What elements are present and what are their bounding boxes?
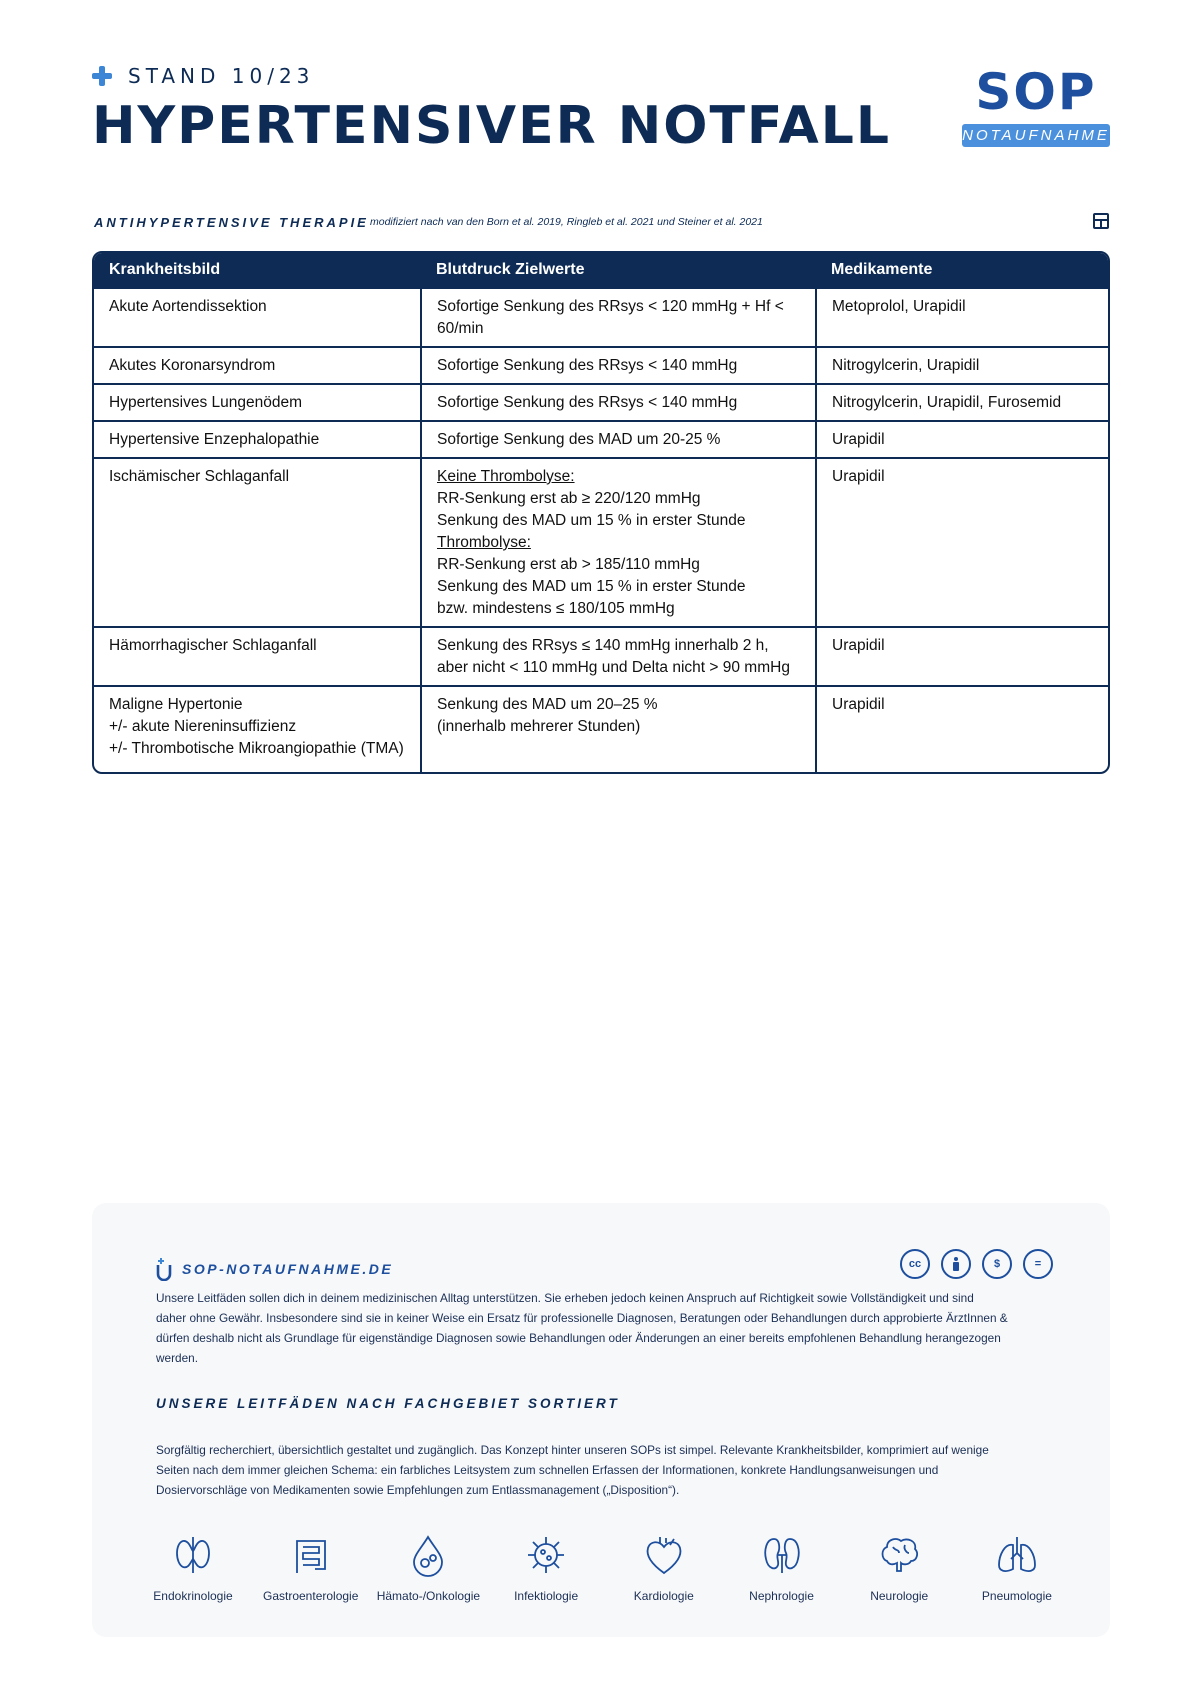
intestine-icon	[289, 1533, 333, 1577]
category-endokrinologie[interactable]	[140, 1533, 246, 1603]
table-row	[94, 627, 1108, 686]
target-cell	[421, 458, 816, 627]
category-label: Pneumologie	[981, 1589, 1052, 1603]
intro-text	[156, 1440, 1056, 1500]
therapy-table	[92, 251, 1110, 774]
target-cell	[421, 686, 816, 772]
target-cell: Sofortige Senkung des RRsys < 140 mmHg	[421, 384, 816, 421]
table-row	[94, 384, 1108, 421]
section-label: ANTIHYPERTENSIVE THERAPIE	[94, 215, 369, 230]
category-label: Kardiologie	[633, 1589, 694, 1603]
target-line: aber nicht < 110 mmHg und Delta nicht > 90 mmHg	[437, 659, 790, 676]
table-row	[94, 686, 1108, 772]
disclaimer-line: Unsere Leitfäden sollen dich in deinem medizinischen Alltag unterstützen. Sie erheben jedoch keinen Anspruch auf Richtigkeit sowie Vollständigkeit und sind	[156, 1291, 974, 1305]
meds-cell: Urapidil	[816, 458, 1108, 627]
disease-cell: Akute Aortendissektion	[94, 288, 421, 347]
blood-drop-icon	[406, 1533, 450, 1577]
table-row	[94, 347, 1108, 384]
meds-cell: Urapidil	[816, 421, 1108, 458]
brain-icon	[877, 1533, 921, 1577]
col-header-target: Blutdruck Zielwerte	[421, 253, 816, 288]
category-list	[140, 1533, 1070, 1603]
target-cell: Sofortige Senkung des RRsys < 120 mmHg + Hf < 60/min	[421, 288, 816, 347]
target-line: Senkung des MAD um 15 % in erster Stunde	[437, 512, 746, 529]
category-label: Nephrologie	[749, 1589, 814, 1603]
table-header-row	[94, 253, 1108, 288]
disclaimer	[156, 1288, 1056, 1368]
logo-tag: NOTAUFNAHME	[962, 124, 1110, 147]
footer-panel	[92, 1203, 1110, 1637]
category-label: Hämato-/Onkologie	[376, 1589, 481, 1603]
table-row	[94, 458, 1108, 627]
disease-cell: Hämorrhagischer Schlaganfall	[94, 627, 421, 686]
disease-line: +/- Thrombotische Mikroangiopathie (TMA)	[109, 740, 404, 757]
categories-heading: UNSERE LEITFÄDEN NACH FACHGEBIET SORTIERT	[156, 1396, 620, 1411]
target-line: (innerhalb mehrerer Stunden)	[437, 718, 641, 735]
page-title: HYPERTENSIVER NOTFALL	[92, 96, 891, 156]
stand-date: STAND 10/23	[128, 64, 315, 88]
footer-site[interactable]	[156, 1257, 393, 1281]
section-note: modifiziert nach van den Born et al. 2019, Ringleb et al. 2021 und Steiner et al. 2021	[370, 216, 763, 228]
intro-line: Seiten nach dem immer gleichen Schema: ein farbliches Leitsystem zum schnellen Erfassen der Informationen, konkrete Handlungsanweisungen und	[156, 1463, 939, 1477]
col-header-meds: Medikamente	[816, 253, 1108, 288]
category-gastroenterologie[interactable]	[258, 1533, 364, 1603]
category-neurologie[interactable]	[846, 1533, 952, 1603]
disease-cell: Hypertensives Lungenödem	[94, 384, 421, 421]
disclaimer-line: werden.	[156, 1351, 198, 1365]
thrombolysis-heading: Thrombolyse:	[437, 534, 531, 551]
disease-cell	[94, 686, 421, 772]
nc-icon: $	[982, 1249, 1012, 1279]
sop-logo	[962, 63, 1110, 147]
disease-line: +/- akute Niereninsuffizienz	[109, 718, 297, 735]
no-thrombolysis-heading: Keine Thrombolyse:	[437, 468, 575, 485]
category-pneumologie[interactable]	[964, 1533, 1070, 1603]
category-label: Endokrinologie	[153, 1589, 233, 1603]
disease-cell: Ischämischer Schlaganfall	[94, 458, 421, 627]
kidney-icon	[760, 1533, 804, 1577]
disclaimer-line: daher ohne Gewähr. Insbesondere sind sie in keiner Weise ein Ersatz für professionelle Diagnosen, Beratungen oder Behandlungen durch approbierte ÄrztInnen &	[156, 1311, 1008, 1325]
virus-icon	[524, 1533, 568, 1577]
nd-icon: =	[1023, 1249, 1053, 1279]
stand-line	[92, 64, 314, 88]
by-icon	[941, 1249, 971, 1279]
target-line: Senkung des MAD um 15 % in erster Stunde	[437, 578, 746, 595]
lungs-icon	[995, 1533, 1039, 1577]
intro-line: Dosiervorschläge von Medikamenten sowie Empfehlungen zum Entlassmanagement („Disposition“).	[156, 1483, 680, 1497]
meds-cell: Nitrogylcerin, Urapidil, Furosemid	[816, 384, 1108, 421]
target-line: RR-Senkung erst ab ≥ 220/120 mmHg	[437, 490, 701, 507]
disease-cell: Hypertensive Enzephalopathie	[94, 421, 421, 458]
disclaimer-line: dürfen deshalb nicht als Grundlage für eigenständige Diagnosen sowie Behandlungen oder Änderungen an einer bereits empfohlenen Behandlung herangezogen	[156, 1331, 1001, 1345]
col-header-disease: Krankheitsbild	[94, 253, 421, 288]
plus-icon	[92, 66, 112, 86]
target-line: RR-Senkung erst ab > 185/110 mmHg	[437, 556, 700, 573]
logo-word: SOP	[975, 63, 1097, 121]
meds-cell: Urapidil	[816, 686, 1108, 772]
cc-icon: cc	[900, 1249, 930, 1279]
category-infektiologie[interactable]	[493, 1533, 599, 1603]
thyroid-icon	[171, 1533, 215, 1577]
target-line: Senkung des MAD um 20–25 %	[437, 696, 658, 713]
table-row	[94, 421, 1108, 458]
table-row	[94, 288, 1108, 347]
layout-icon[interactable]	[1093, 213, 1109, 229]
disease-cell: Akutes Koronarsyndrom	[94, 347, 421, 384]
category-nephrologie[interactable]	[729, 1533, 835, 1603]
target-cell	[421, 627, 816, 686]
meds-cell: Urapidil	[816, 627, 1108, 686]
category-label: Infektiologie	[514, 1589, 579, 1603]
license-icons	[900, 1249, 1064, 1279]
category-label: Gastroenterologie	[263, 1589, 359, 1603]
target-line: bzw. mindestens ≤ 180/105 mmHg	[437, 600, 675, 617]
meds-cell: Metoprolol, Urapidil	[816, 288, 1108, 347]
category-kardiologie[interactable]	[611, 1533, 717, 1603]
target-cell: Sofortige Senkung des MAD um 20-25 %	[421, 421, 816, 458]
target-cell: Sofortige Senkung des RRsys < 140 mmHg	[421, 347, 816, 384]
disease-line: Maligne Hypertonie	[109, 696, 243, 713]
intro-line: Sorgfältig recherchiert, übersichtlich gestaltet und zugänglich. Das Konzept hinter unseren SOPs ist simpel. Relevante Krankheitsbilder, komprimiert auf wenige	[156, 1443, 989, 1457]
footer-site-link[interactable]: SOP-NOTAUFNAHME.DE	[182, 1261, 394, 1277]
heart-icon	[642, 1533, 686, 1577]
category-haemato-onkologie[interactable]	[375, 1533, 481, 1603]
meds-cell: Nitrogylcerin, Urapidil	[816, 347, 1108, 384]
target-line: Senkung des RRsys ≤ 140 mmHg innerhalb 2 h,	[437, 637, 769, 654]
sop-mark-icon	[156, 1257, 172, 1281]
category-label: Neurologie	[870, 1589, 929, 1603]
